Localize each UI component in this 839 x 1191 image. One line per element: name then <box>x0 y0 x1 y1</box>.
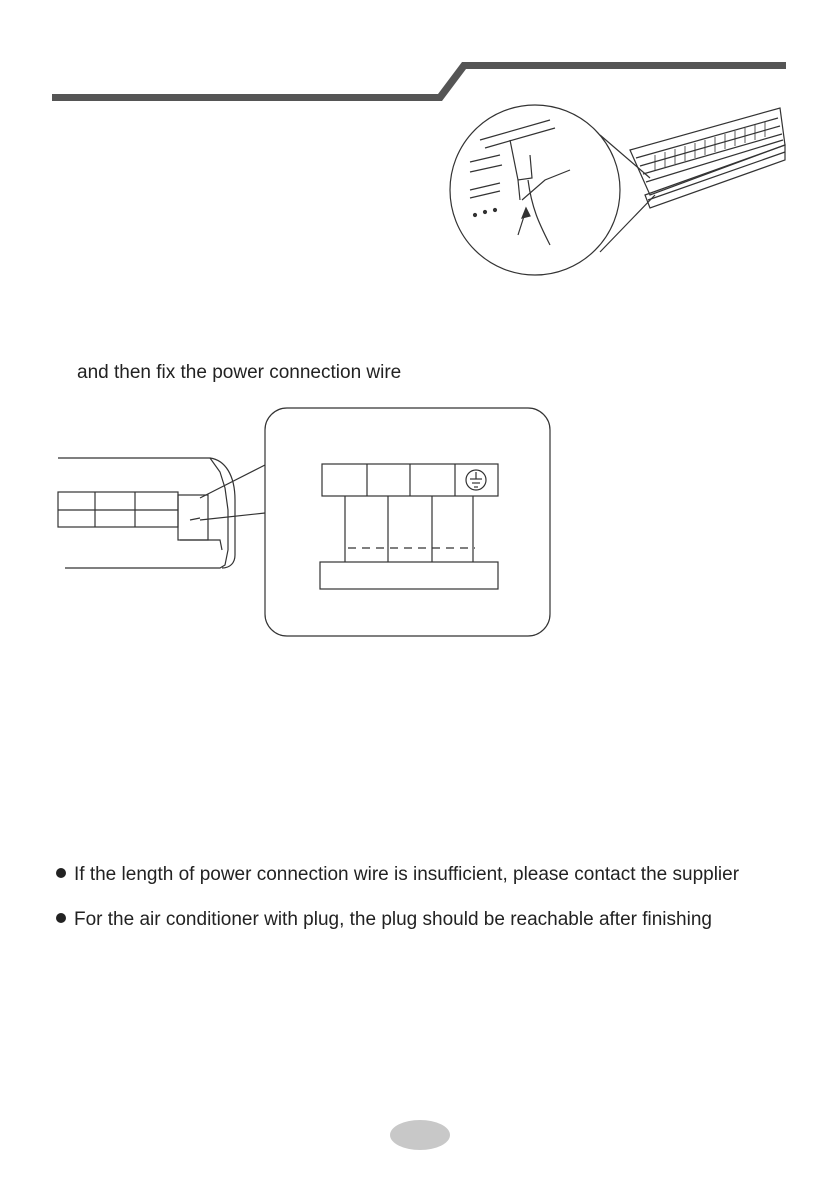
bullet-icon <box>56 868 66 878</box>
page-number-badge <box>390 1120 450 1150</box>
instruction-line: and then fix the power connection wire <box>77 362 402 383</box>
note-text: If the length of power connection wire is insufficient, please contact the supplier <box>74 864 740 885</box>
wire-clamp-illustration <box>440 100 800 285</box>
note-item <box>56 909 712 931</box>
note-text: For the air conditioner with plug, the plug should be reachable after finishing <box>74 909 712 930</box>
terminal-board-illustration <box>50 400 560 645</box>
header-bar <box>0 0 839 110</box>
bullet-icon <box>56 913 66 923</box>
note-item <box>56 864 739 886</box>
